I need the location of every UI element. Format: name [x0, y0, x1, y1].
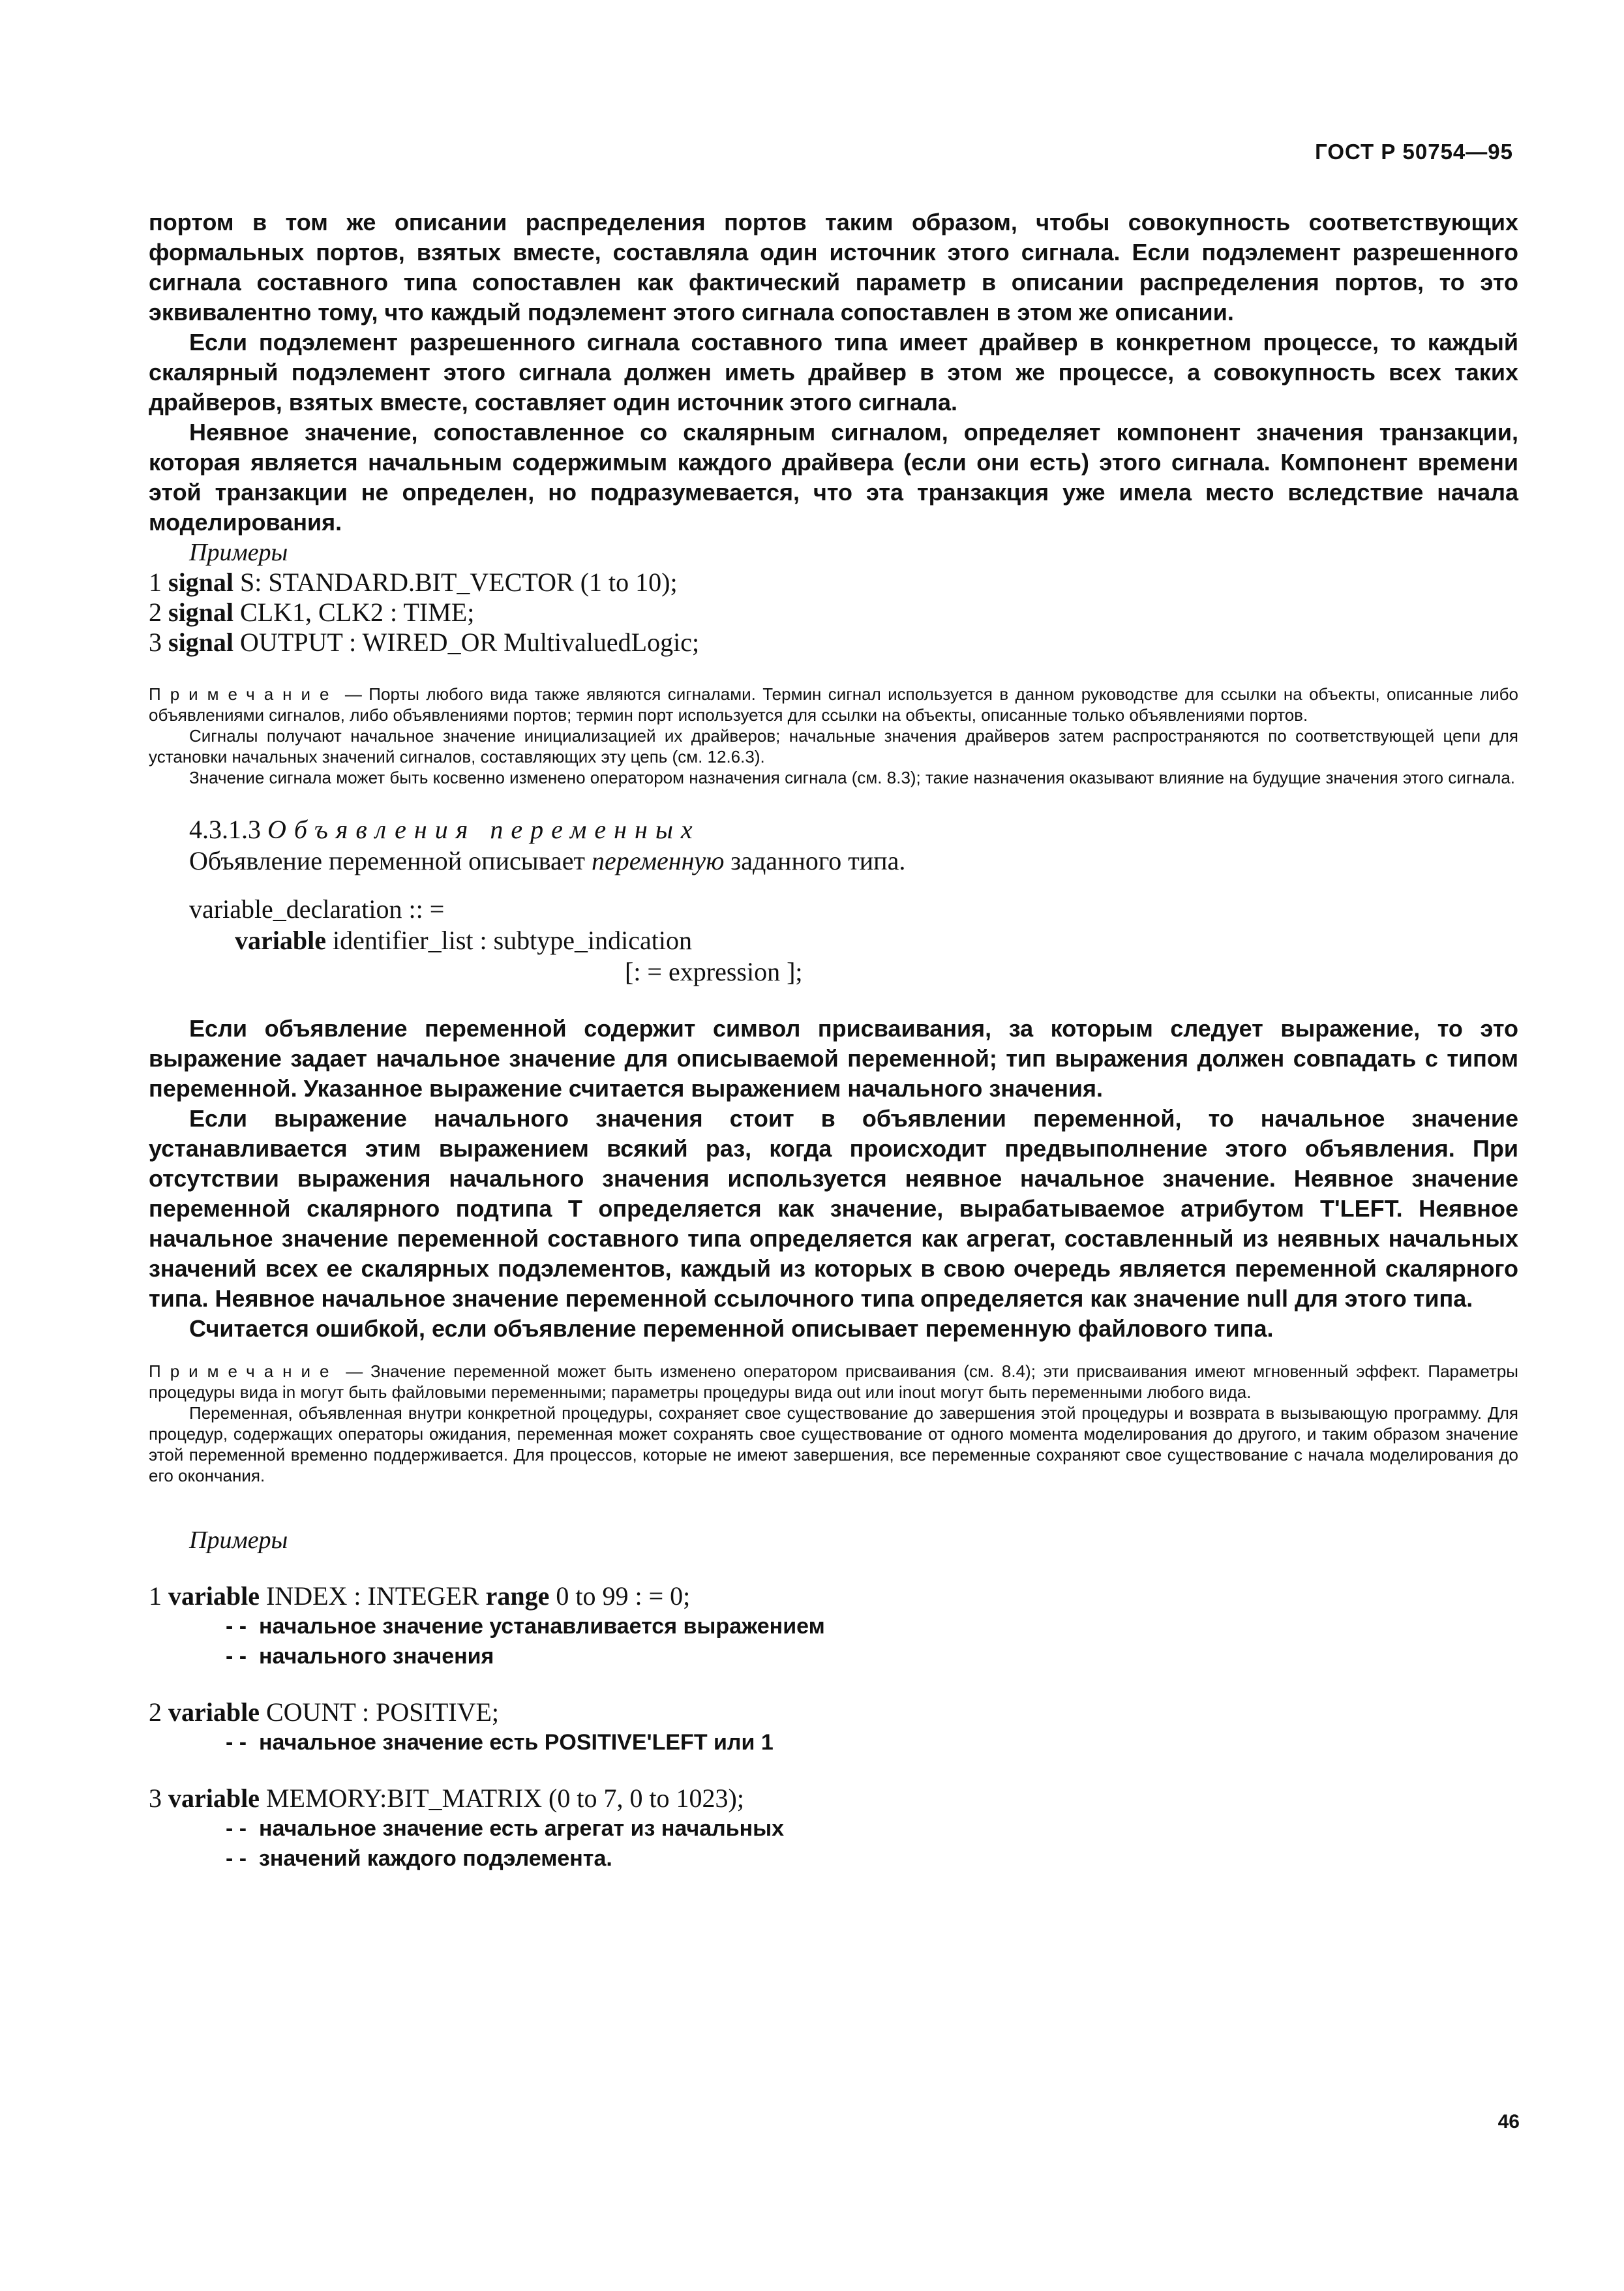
code-comment: - - начальное значение устанавливается выражением [226, 1614, 825, 1639]
code-line: 2 signal CLK1, CLK2 : TIME; [149, 598, 475, 627]
code-line: 3 variable MEMORY:BIT_MATRIX (0 to 7, 0 to 1023); [149, 1783, 744, 1813]
examples-heading: Примеры [189, 539, 288, 566]
grammar-rule: variable_declaration :: = [189, 894, 445, 924]
grammar-rule: [: = expression ]; [625, 957, 803, 986]
code-comment: - - значений каждого подэлемента. [226, 1846, 612, 1871]
document-body [149, 207, 1518, 1874]
grammar-rule: variable identifier_list : subtype_indication [235, 926, 692, 955]
note: Примечание — Значение переменной может быть изменено оператором присваивания (см. 8.4); эти присваивания имеют мгновенный эффект. Параметры процедуры вида in могут быть файловыми переменными; параметры процедуры вида out или inout могут быть переменными любого вида. [149, 1361, 1518, 1402]
section-intro: Объявление переменной описывает переменную заданного типа. [189, 846, 906, 875]
paragraph: Если подэлемент разрешенного сигнала составного типа имеет драйвер в конкретном процессе, то каждый скалярный подэлемент этого сигнала должен иметь драйвер в этом же процессе, а совокупность всех таких драйверов, взятых вместе, составляет один источник этого сигнала. [149, 329, 1518, 416]
paragraph: Если объявление переменной содержит символ присваивания, за которым следует выражение, то это выражение задает начальное значение для описываемой переменной; тип выражения должен совпадать с типом переменной. Указанное выражение считается выражением начального значения. [149, 1015, 1518, 1102]
code-line: 2 variable COUNT : POSITIVE; [149, 1697, 500, 1727]
page-number: 46 [1497, 2111, 1520, 2132]
note-paragraph: Значение сигнала может быть косвенно изменено оператором назначения сигнала (см. 8.3); такие назначения оказывают влияние на будущие значения этого сигнала. [189, 768, 1516, 787]
note-label: Примечание [149, 1361, 338, 1381]
paragraph: портом в том же описании распределения портов таким образом, чтобы совокупность соответствующих формальных портов, взятых вместе, составляла один источник этого сигнала. Если подэлемент разрешенного сигнала составного типа сопоставлен как фактический параметр в описании распределения портов, то это эквивалентно тому, что каждый подэлемент этого сигнала сопоставлен в этом же описании. [149, 209, 1518, 326]
paragraph: Неявное значение, сопоставленное со скалярным сигналом, определяет компонент значения транзакции, которая является начальным содержимым каждого драйвера (если они есть) этого сигнала. Компонент времени этой транзакции не определен, но подразумевается, что эта транзакция уже имела место вследствие начала моделирования. [149, 419, 1518, 536]
note: Примечание — Порты любого вида также являются сигналами. Термин сигнал используется в данном руководстве для ссылки на объекты, описанные либо объявлениями сигналов, либо объявлениями портов; термин порт используется для ссылки на объекты, описанные только объявлениями портов. [149, 684, 1518, 725]
code-line: 3 signal OUTPUT : WIRED_OR MultivaluedLogic; [149, 628, 700, 657]
section-heading: 4.3.1.3 Объявления переменных [189, 815, 700, 844]
page-header-code: ГОСТ Р 50754—95 [1315, 140, 1513, 164]
code-comment: - - начального значения [226, 1644, 494, 1669]
paragraph: Считается ошибкой, если объявление переменной описывает переменную файлового типа. [189, 1315, 1274, 1342]
code-comment: - - начальное значение есть POSITIVE'LEFT или 1 [226, 1730, 774, 1755]
code-line: 1 variable INDEX : INTEGER range 0 to 99 : = 0; [149, 1581, 691, 1611]
note-paragraph: Сигналы получают начальное значение инициализацией их драйверов; начальные значения драйверов затем распространяются по соответствующей цепи для установки начальных значений сигналов, составляющих эту цепь (см. 12.6.3). [149, 726, 1518, 766]
note-paragraph: Переменная, объявленная внутри конкретной процедуры, сохраняет свое существование до завершения этой процедуры и возврата в вызывающую программу. Для процедур, содержащих операторы ожидания, переменная может сохранять свое существование от одного момента моделирования до другого, и таким образом значение этой переменной временно поддерживается. Для процессов, которые не имеют завершения, все переменные сохраняют свое существование с начала моделирования до его окончания. [149, 1403, 1518, 1485]
examples-heading: Примеры [189, 1526, 288, 1554]
code-comment: - - начальное значение есть агрегат из начальных [226, 1816, 785, 1841]
note-label: Примечание [149, 684, 338, 704]
paragraph: Если выражение начального значения стоит в объявлении переменной, то начальное значение устанавливается этим выражением всякий раз, когда происходит предвыполнение этого объявления. При отсутствии выражения начального значения используется неявное начальное значение. Неявное значение переменной скалярного подтипа T определяется как значение, вырабатываемое атрибутом T'LEFT. Неявное начальное значение переменной составного типа определяется как агрегат, составленный из неявных начальных значений всех ее скалярных подэлементов, каждый из которых в свою очередь является переменной скалярного типа. Неявное начальное значение переменной ссылочного типа определяется как значение null для этого типа. [149, 1105, 1518, 1312]
code-line: 1 signal S: STANDARD.BIT_VECTOR (1 to 10); [149, 568, 678, 597]
